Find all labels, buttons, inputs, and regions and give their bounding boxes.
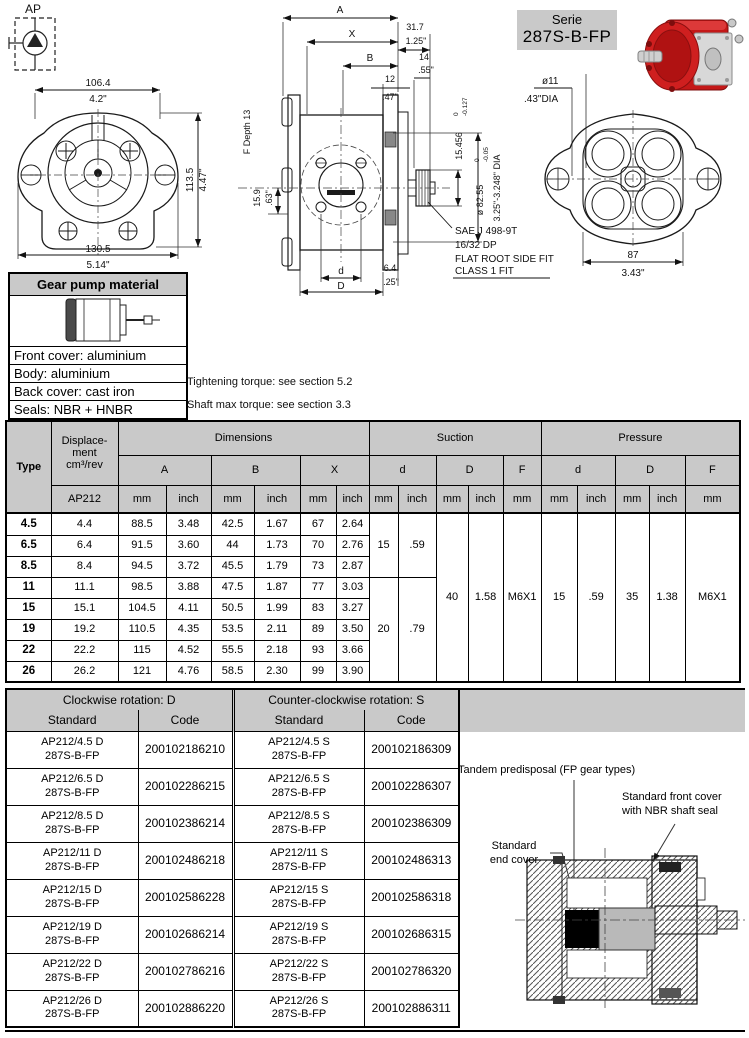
series: 287S-B-FP: [271, 749, 327, 762]
mounting-flange: [288, 95, 300, 270]
cell: 2.11: [254, 619, 300, 640]
series: 287S-B-FP: [45, 823, 100, 836]
cell-type: 8.5: [6, 556, 51, 577]
dim-front-height-in: 4.47": [198, 168, 209, 192]
cell: 1.73: [254, 535, 300, 556]
cell: 53.5: [211, 619, 254, 640]
unit-header: mm: [211, 485, 254, 513]
unit-header: mm: [541, 485, 577, 513]
cell: 2.64: [336, 513, 369, 535]
cell: 4.35: [166, 619, 211, 640]
cell-ccw-code: 200102386309: [364, 805, 459, 842]
header-clockwise: Clockwise rotation: D: [6, 689, 233, 710]
dim-a-label: A: [336, 5, 344, 16]
model: AP212/6.5 D: [41, 773, 104, 786]
cell: 45.5: [211, 556, 254, 577]
col-header-pressure-D: D: [615, 455, 685, 485]
order-row: [6, 805, 459, 842]
ap-label: AP: [25, 2, 42, 16]
cell-ccw-code: 200102186309: [364, 731, 459, 768]
front-cover-label: [622, 791, 749, 819]
cell: 110.5: [118, 619, 166, 640]
cell: 1.99: [254, 598, 300, 619]
unit-header: inch: [336, 485, 369, 513]
gear-pump-material-box: [8, 272, 188, 420]
cell-ccw-code: 200102786320: [364, 953, 459, 990]
f-depth-label: F Depth 13: [242, 109, 252, 155]
spline-note-3: FLAT ROOT SIDE FIT: [455, 254, 554, 265]
header-standard: Standard: [233, 710, 364, 731]
dim-159-in: .63": [264, 190, 274, 206]
unit-header: mm: [615, 485, 649, 513]
cell: 3.50: [336, 619, 369, 640]
rear-hole-dia-in: .43"DIA: [524, 94, 559, 105]
col-header-a: A: [118, 455, 211, 485]
series: 287S-B-FP: [271, 1008, 327, 1021]
dim-shaft-od: 15.456: [454, 132, 464, 160]
header-code: Code: [364, 710, 459, 731]
header-counter-clockwise: Counter-clockwise rotation: S: [233, 689, 459, 710]
unit-header: inch: [166, 485, 211, 513]
model: AP212/26 S: [269, 995, 329, 1008]
cell-pressure-F: M6X1: [685, 513, 740, 682]
cell: 3.90: [336, 661, 369, 682]
unit-header: mm: [300, 485, 336, 513]
rear-view-drawing: [520, 70, 749, 290]
order-row: [6, 990, 459, 1027]
order-row: [6, 953, 459, 990]
pump-body: [300, 115, 383, 250]
cell-cw-standard: [6, 731, 138, 768]
cell-cw-code: 200102586228: [138, 879, 233, 916]
series: 287S-B-FP: [271, 971, 327, 984]
cell-type: 26: [6, 661, 51, 682]
spline-note-4: CLASS 1 FIT: [455, 266, 514, 277]
dim-d-label: d: [338, 266, 344, 277]
end-cover-label: [477, 840, 551, 868]
cell-type: 22: [6, 640, 51, 661]
dim-pilot-tol-hi: 0: [474, 158, 481, 162]
cell: 22.2: [51, 640, 118, 661]
model: AP212/19 S: [269, 921, 329, 934]
cell-ccw-code: 200102886311: [364, 990, 459, 1027]
series: 287S-B-FP: [45, 897, 100, 910]
cell-cw-code: 200102886220: [138, 990, 233, 1027]
page-bottom-rule: [5, 1030, 745, 1032]
cell: 1.87: [254, 577, 300, 598]
cell-cw-standard: [6, 842, 138, 879]
unit-header: inch: [649, 485, 685, 513]
series-code: 287S-B-FP: [522, 27, 612, 46]
dim-12-in: .47": [382, 92, 398, 102]
series: 287S-B-FP: [271, 860, 327, 873]
cell: 67: [300, 513, 336, 535]
cell: 6.4: [51, 535, 118, 556]
cell-pressure-D-mm: 35: [615, 513, 649, 682]
cell-type: 15: [6, 598, 51, 619]
tandem-title: Tandem predisposal (FP gear types): [458, 764, 636, 776]
cell-ccw-standard: [233, 842, 364, 879]
cell: 55.5: [211, 640, 254, 661]
cell: 88.5: [118, 513, 166, 535]
cell: 3.60: [166, 535, 211, 556]
front-cover-line1: Standard front cover: [622, 791, 722, 803]
end-cover-line1: Standard: [491, 840, 537, 852]
cell-suction-D-mm: 40: [436, 513, 468, 682]
cell: 94.5: [118, 556, 166, 577]
cell: 3.48: [166, 513, 211, 535]
model: AP212/15 D: [42, 884, 102, 897]
dim-64-mm: 6.4: [383, 263, 397, 273]
dim-shaft-tol-lo: -0.127: [462, 97, 469, 116]
cell: 3.72: [166, 556, 211, 577]
cell: 26.2: [51, 661, 118, 682]
cell: 115: [118, 640, 166, 661]
dim-shaft-tol-hi: 0: [453, 112, 460, 116]
cell-cw-code: 200102486218: [138, 842, 233, 879]
col-header-suction-D: D: [436, 455, 503, 485]
cell: 70: [300, 535, 336, 556]
cell-ccw-code: 200102586318: [364, 879, 459, 916]
cell-ccw-standard: [233, 879, 364, 916]
cell: 2.76: [336, 535, 369, 556]
model: AP212/11 D: [42, 847, 102, 860]
cell-ccw-standard: [233, 805, 364, 842]
dim-x-label: X: [348, 29, 356, 40]
series: 287S-B-FP: [271, 897, 327, 910]
cell: 19.2: [51, 619, 118, 640]
order-codes-table: [5, 688, 460, 1028]
cell: 98.5: [118, 577, 166, 598]
cell-type: 19: [6, 619, 51, 640]
unit-header: inch: [398, 485, 436, 513]
dim-D-label: D: [337, 281, 345, 292]
cell: 4.76: [166, 661, 211, 682]
dim-front-base-mm: 130.5: [85, 244, 111, 255]
cell-suction-d-mm: 20: [369, 577, 398, 682]
cell: 3.66: [336, 640, 369, 661]
cell: 15.1: [51, 598, 118, 619]
dim-317-in: 1.25": [405, 36, 427, 46]
material-seals: Seals: NBR + HNBR: [14, 402, 133, 417]
cell-pressure-D-in: 1.38: [649, 513, 685, 682]
unit-header: mm: [685, 485, 740, 513]
unit-header: inch: [577, 485, 615, 513]
col-header-b: B: [211, 455, 300, 485]
cell: 3.03: [336, 577, 369, 598]
rear-hole-dia-mm: ø11: [542, 76, 559, 87]
material-box-illustration: [10, 296, 186, 347]
header-code: Code: [138, 710, 233, 731]
cell-cw-code: 200102686214: [138, 916, 233, 953]
model: AP212/22 D: [42, 958, 102, 971]
order-row: [6, 916, 459, 953]
cell-type: 4.5: [6, 513, 51, 535]
cell: 3.88: [166, 577, 211, 598]
dim-pilot-dia-in: 3.25"-3.248" DIA: [492, 154, 502, 222]
material-back-cover: Back cover: cast iron: [10, 383, 186, 401]
cell-suction-d-mm: 15: [369, 513, 398, 577]
note-tightening-torque: Tightening torque: see section 5.2: [187, 376, 353, 388]
col-header-series: AP212: [51, 485, 118, 513]
dim-159-mm: 15.9: [252, 189, 262, 207]
series-title: Serie: [551, 12, 583, 27]
displacement-line1: Displace-: [61, 434, 108, 447]
cell-cw-code: 200102786216: [138, 953, 233, 990]
material-front-cover: Front cover: aluminium: [10, 347, 186, 365]
cell: 91.5: [118, 535, 166, 556]
specifications-table: [5, 420, 741, 683]
dim-317-mm: 31.7: [406, 22, 424, 32]
cell: 89: [300, 619, 336, 640]
dim-pilot-dia: ø 82.55: [475, 184, 485, 216]
ap-symbol-drawing: [5, 0, 75, 80]
cell: 4.11: [166, 598, 211, 619]
series: 287S-B-FP: [45, 971, 100, 984]
header-standard: Standard: [6, 710, 138, 731]
cell-suction-F: M6X1: [503, 513, 541, 682]
material-box-title: Gear pump material: [10, 274, 186, 296]
order-row: [6, 768, 459, 805]
cell: 104.5: [118, 598, 166, 619]
col-header-type: Type: [6, 421, 51, 513]
spline-note-1: SAE J 498-9T: [455, 226, 518, 237]
cell: 1.67: [254, 513, 300, 535]
cell-ccw-standard: [233, 768, 364, 805]
unit-header: mm: [369, 485, 398, 513]
cell: 2.18: [254, 640, 300, 661]
cell-type: 6.5: [6, 535, 51, 556]
order-row: [6, 731, 459, 768]
cell-cw-standard: [6, 768, 138, 805]
cell-cw-standard: [6, 879, 138, 916]
cell-type: 11: [6, 577, 51, 598]
series: 287S-B-FP: [271, 934, 327, 947]
cell: 4.4: [51, 513, 118, 535]
back-plate: [383, 95, 398, 270]
cell: 99: [300, 661, 336, 682]
unit-header: mm: [436, 485, 468, 513]
cell: 2.30: [254, 661, 300, 682]
col-header-suction-F: F: [503, 455, 541, 485]
dim-rear-width-in: 3.43": [621, 268, 645, 279]
dim-front-base-in: 5.14": [86, 260, 110, 271]
cell: 44: [211, 535, 254, 556]
series: 287S-B-FP: [271, 823, 327, 836]
cell-ccw-standard: [233, 990, 364, 1027]
model: AP212/4.5 S: [268, 736, 330, 749]
unit-header: inch: [254, 485, 300, 513]
unit-header: mm: [118, 485, 166, 513]
dim-64-in: .25": [383, 277, 399, 287]
cell: 47.5: [211, 577, 254, 598]
cell: 93: [300, 640, 336, 661]
model: AP212/19 D: [42, 921, 102, 934]
order-row: [6, 842, 459, 879]
cell-ccw-code: 200102686315: [364, 916, 459, 953]
cell: 77: [300, 577, 336, 598]
col-header-pressure-d: d: [541, 455, 615, 485]
model: AP212/8.5 D: [41, 810, 104, 823]
dim-front-height-mm: 113.5: [185, 167, 196, 193]
cell-ccw-standard: [233, 953, 364, 990]
material-body: Body: aluminium: [10, 365, 186, 383]
model: AP212/22 S: [269, 958, 329, 971]
dim-pilot-tol-lo: -0.05: [483, 147, 490, 162]
cell-cw-standard: [6, 953, 138, 990]
mini-pump-drawing: [14, 296, 182, 344]
note-shaft-torque: Shaft max torque: see section 3.3: [187, 399, 351, 411]
cell-suction-d-in: .79: [398, 577, 436, 682]
displacement-line3: cm³/rev: [66, 459, 103, 472]
cell: 50.5: [211, 598, 254, 619]
model: AP212/4.5 D: [41, 736, 104, 749]
group-header-pressure: Pressure: [541, 421, 740, 455]
cell-ccw-standard: [233, 916, 364, 953]
drive-shaft: [638, 51, 662, 62]
shaft-seal: [659, 862, 681, 872]
front-cover-line2: with NBR shaft seal: [622, 804, 718, 817]
spline-note-2: 16/32 DP: [455, 240, 497, 251]
cell: 3.27: [336, 598, 369, 619]
cell: 2.87: [336, 556, 369, 577]
model: AP212/11 S: [270, 847, 328, 860]
cell-ccw-code: 200102286307: [364, 768, 459, 805]
front-view-drawing: [10, 75, 220, 275]
unit-header: inch: [468, 485, 503, 513]
group-header-suction: Suction: [369, 421, 541, 455]
cell: 42.5: [211, 513, 254, 535]
cell-pressure-d-mm: 15: [541, 513, 577, 682]
cell: 11.1: [51, 577, 118, 598]
series: 287S-B-FP: [45, 934, 100, 947]
cell-cw-code: 200102386214: [138, 805, 233, 842]
cell: 4.52: [166, 640, 211, 661]
cell-ccw-code: 200102486313: [364, 842, 459, 879]
dim-12-mm: 12: [384, 74, 396, 84]
cell-cw-code: 200102186210: [138, 731, 233, 768]
cell-cw-standard: [6, 805, 138, 842]
cell-suction-d-in: .59: [398, 513, 436, 577]
unit-header: mm: [503, 485, 541, 513]
cell: 58.5: [211, 661, 254, 682]
cell: 1.79: [254, 556, 300, 577]
cell-ccw-standard: [233, 731, 364, 768]
dim-14-mm: 14: [418, 52, 430, 62]
spec-row: [6, 513, 740, 535]
model: AP212/6.5 S: [268, 773, 330, 786]
end-cover-line2: end cover: [489, 853, 539, 866]
cell-cw-code: 200102286215: [138, 768, 233, 805]
series: 287S-B-FP: [271, 786, 327, 799]
order-row: [6, 879, 459, 916]
dim-14-in: .55": [418, 65, 434, 75]
series-header: [517, 10, 617, 50]
displacement-line2: ment: [72, 447, 97, 460]
cell: 8.4: [51, 556, 118, 577]
dim-b-label: B: [366, 53, 374, 64]
cell-cw-standard: [6, 916, 138, 953]
cell-pressure-d-in: .59: [577, 513, 615, 682]
cell: 83: [300, 598, 336, 619]
dim-front-width-in: 4.2": [89, 94, 107, 105]
col-header-suction-d: d: [369, 455, 436, 485]
side-view-drawing: [238, 0, 560, 300]
model: AP212/15 S: [269, 884, 329, 897]
series: 287S-B-FP: [45, 786, 100, 799]
model: AP212/8.5 S: [268, 810, 330, 823]
model: AP212/26 D: [42, 995, 102, 1008]
series: 287S-B-FP: [45, 1008, 100, 1021]
series: 287S-B-FP: [45, 749, 100, 762]
col-header-pressure-F: F: [685, 455, 740, 485]
gear-block: [565, 910, 599, 948]
cell: 73: [300, 556, 336, 577]
dim-front-width-mm: 106.4: [85, 78, 111, 89]
col-header-x: X: [300, 455, 369, 485]
cell-suction-D-in: 1.58: [468, 513, 503, 682]
cell: 121: [118, 661, 166, 682]
group-header-dimensions: Dimensions: [118, 421, 369, 455]
dim-rear-width-mm: 87: [627, 250, 639, 261]
col-header-displacement: [51, 421, 118, 485]
cell-cw-standard: [6, 990, 138, 1027]
series: 287S-B-FP: [45, 860, 100, 873]
